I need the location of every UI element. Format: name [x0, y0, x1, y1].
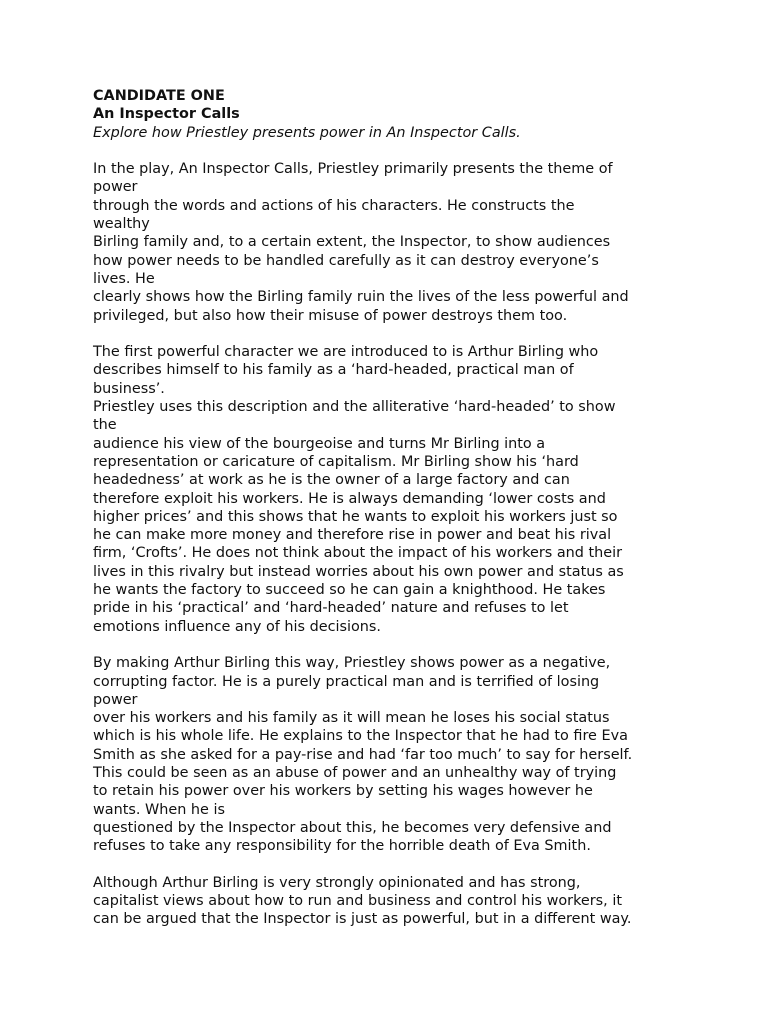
paragraph-line: audience his view of the bourgeoise and turns Mr Birling into a	[93, 435, 546, 452]
paragraph-line: This could be seen as an abuse of power and an unhealthy way of trying	[93, 764, 617, 781]
paragraph-line: pride in his ‘practical’ and ‘hard-headed’ nature and refuses to let	[93, 600, 569, 617]
paragraph-line: lives in this rivalry but instead worries about his own power and status as	[93, 563, 624, 580]
paragraph-line: Smith as she asked for a pay-rise and had ‘far too much’ to say for herself.	[93, 746, 633, 763]
paragraph	[93, 874, 733, 929]
paragraph-line: can be argued that the Inspector is just as powerful, but in a different way.	[93, 911, 632, 928]
document-page	[93, 87, 733, 929]
paragraph-line: business’.	[93, 380, 165, 397]
paragraph-line: Birling family and, to a certain extent, the Inspector, to show audiences	[93, 234, 611, 251]
paragraph-line: therefore exploit his workers. He is always demanding ‘lower costs and	[93, 490, 606, 507]
paragraph-line: describes himself to his family as a ‘hard-headed, practical man of	[93, 362, 574, 379]
essay-body	[93, 160, 733, 928]
paragraph-line: The first powerful character we are introduced to is Arthur Birling who	[93, 344, 599, 361]
paragraph-line: power	[93, 691, 138, 708]
paragraph-gap	[93, 855, 733, 873]
paragraph-line: over his workers and his family as it will mean he loses his social status	[93, 710, 610, 727]
paragraph-line: through the words and actions of his characters. He constructs the	[93, 197, 575, 214]
paragraph-line: clearly shows how the Birling family ruin the lives of the less powerful and	[93, 289, 629, 306]
paragraph	[93, 160, 733, 325]
paragraph-line: headedness’ at work as he is the owner of a large factory and can	[93, 472, 570, 489]
paragraph-line: the	[93, 417, 117, 434]
paragraph-gap	[93, 636, 733, 654]
paragraph-line: privileged, but also how their misuse of power destroys them too.	[93, 307, 568, 324]
paragraph-line: emotions influence any of his decisions.	[93, 618, 381, 635]
paragraph-line: By making Arthur Birling this way, Priestley shows power as a negative,	[93, 655, 611, 672]
paragraph-line: questioned by the Inspector about this, he becomes very defensive and	[93, 819, 612, 836]
paragraph-line: capitalist views about how to run and business and control his workers, it	[93, 893, 622, 910]
paragraph-gap	[93, 325, 733, 343]
paragraph-gap	[93, 142, 733, 160]
essay-title: An Inspector Calls	[93, 106, 240, 123]
paragraph-line: higher prices’ and this shows that he wants to exploit his workers just so	[93, 508, 618, 525]
paragraph-line: firm, ‘Crofts’. He does not think about the impact of his workers and their	[93, 545, 622, 562]
paragraph-line: he can make more money and therefore rise in power and beat his rival	[93, 527, 612, 544]
paragraph-line: Although Arthur Birling is very strongly opinionated and has strong,	[93, 874, 581, 891]
paragraph-line: he wants the factory to succeed so he can gain a knighthood. He takes	[93, 582, 606, 599]
paragraph-line: power	[93, 179, 138, 196]
paragraph	[93, 654, 733, 855]
paragraph-line: representation or caricature of capitalism. Mr Birling show his ‘hard	[93, 453, 579, 470]
paragraph-line: how power needs to be handled carefully as it can destroy everyone’s	[93, 252, 599, 269]
paragraph-line: refuses to take any responsibility for the horrible death of Eva Smith.	[93, 838, 591, 855]
paragraph-line: wants. When he is	[93, 801, 225, 818]
candidate-heading: CANDIDATE ONE	[93, 88, 225, 104]
paragraph-line: wealthy	[93, 216, 150, 233]
paragraph-line: In the play, An Inspector Calls, Priestley primarily presents the theme of	[93, 161, 613, 178]
paragraph-line: Priestley uses this description and the alliterative ‘hard-headed’ to show	[93, 399, 616, 416]
paragraph-line: lives. He	[93, 270, 155, 287]
paragraph	[93, 343, 733, 636]
paragraph-line: corrupting factor. He is a purely practical man and is terrified of losing	[93, 673, 600, 690]
paragraph-line: which is his whole life. He explains to the Inspector that he had to fire Eva	[93, 728, 628, 745]
paragraph-line: to retain his power over his workers by setting his wages however he	[93, 783, 593, 800]
essay-question: Explore how Priestley presents power in An Inspector Calls.	[93, 124, 521, 141]
